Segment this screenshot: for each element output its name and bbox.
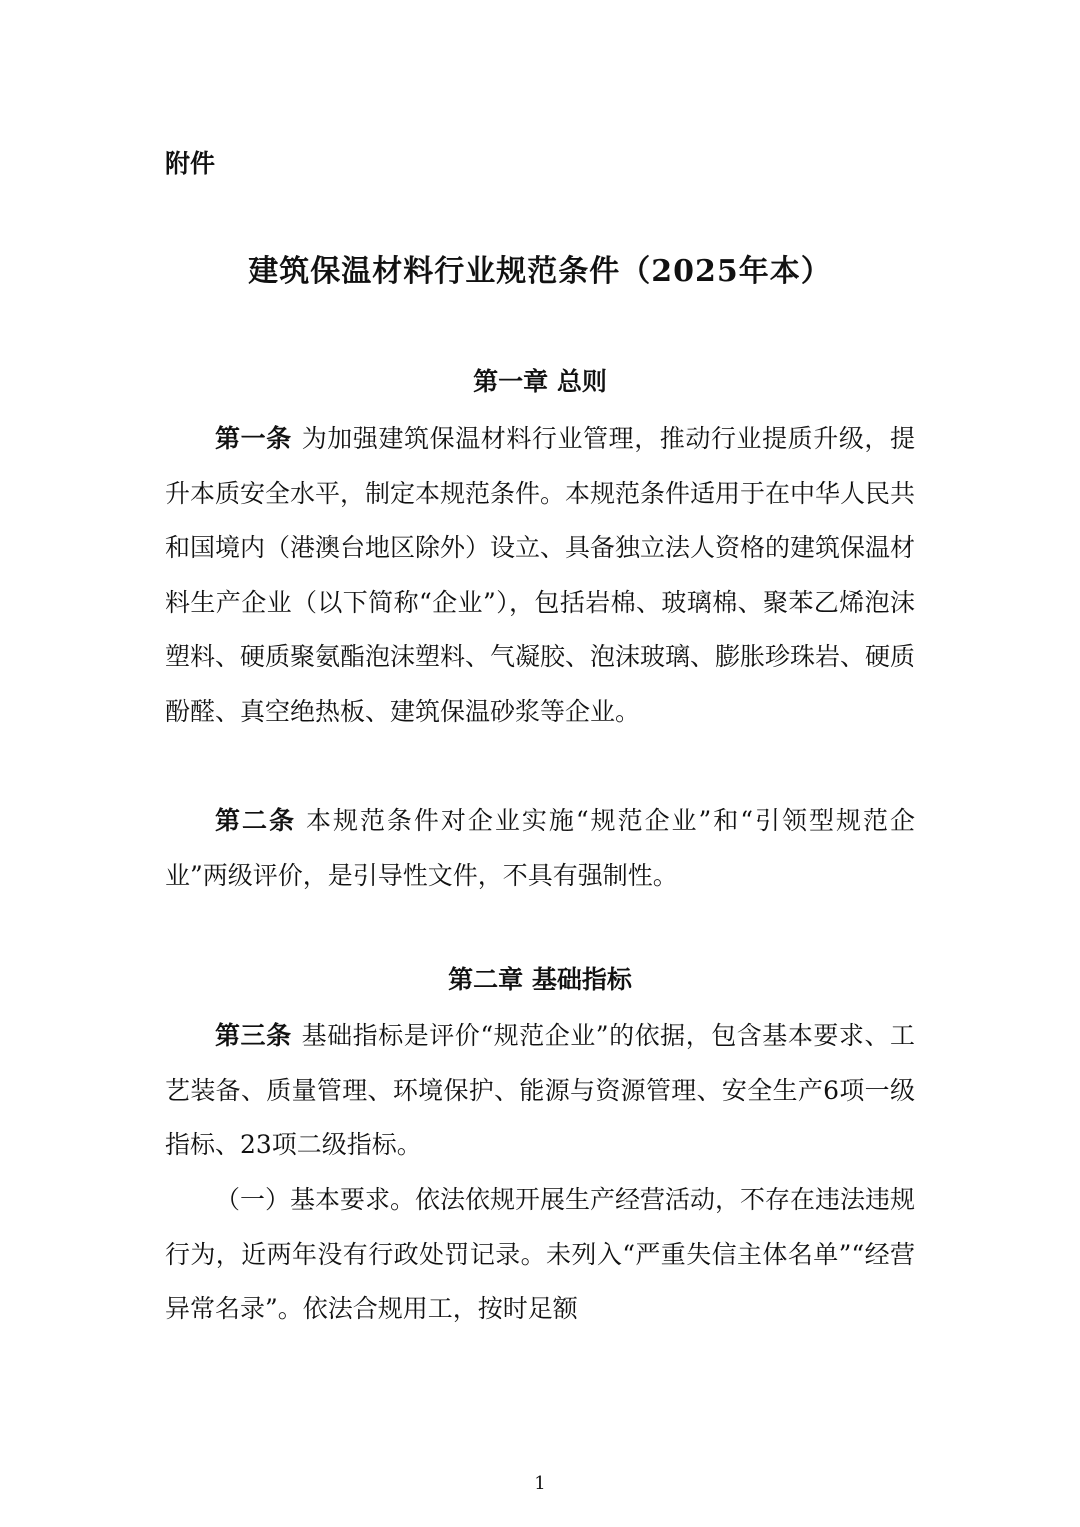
article-2-text: 本规范条件对企业实施“规范企业”和“引领型规范企业”两级评价，是引导性文件，不具有强制性。 — [165, 806, 915, 890]
article-2-label: 第二条 — [215, 806, 296, 835]
chapter-2-title: 第二章 基础指标 — [448, 965, 632, 994]
page-number: 1 — [534, 1473, 546, 1494]
article-3 — [165, 1009, 915, 1173]
article-1-label: 第一条 — [215, 424, 292, 453]
article-2 — [165, 794, 915, 903]
article-3-text: 基础指标是评价“规范企业”的依据，包含基本要求、工艺装备、质量管理、环境保护、能源与资源管理、安全生产6项一级指标、23项二级指标。 — [165, 1021, 915, 1160]
article-1-text: 为加强建筑保温材料行业管理，推动行业提质升级，提升本质安全水平，制定本规范条件。本规范条件适用于在中华人民共和国境内（港澳台地区除外）设立、具备独立法人资格的建筑保温材料生产企业（以下简称“企业”），包括岩棉、玻璃棉、聚苯乙烯泡沫塑料、硬质聚氨酯泡沫塑料、气凝胶、泡沫玻璃、膨胀珍珠岩、硬质酚醛、真空绝热板、建筑保温砂浆等企业。 — [165, 424, 916, 726]
document-title: 建筑保温材料行业规范条件（2025年本） — [248, 254, 832, 289]
chapter-1-title: 第一章 总则 — [473, 367, 607, 396]
item-1-basic-requirements: （一）基本要求。依法依规开展生产经营活动，不存在违法违规行为，近两年没有行政处罚记录。未列入“严重失信主体名单”“经营异常名录”。依法合规用工，按时足额 — [165, 1185, 916, 1324]
attachment-label: 附件 — [165, 149, 216, 178]
article-1 — [165, 412, 915, 740]
article-3-label: 第三条 — [215, 1021, 292, 1050]
